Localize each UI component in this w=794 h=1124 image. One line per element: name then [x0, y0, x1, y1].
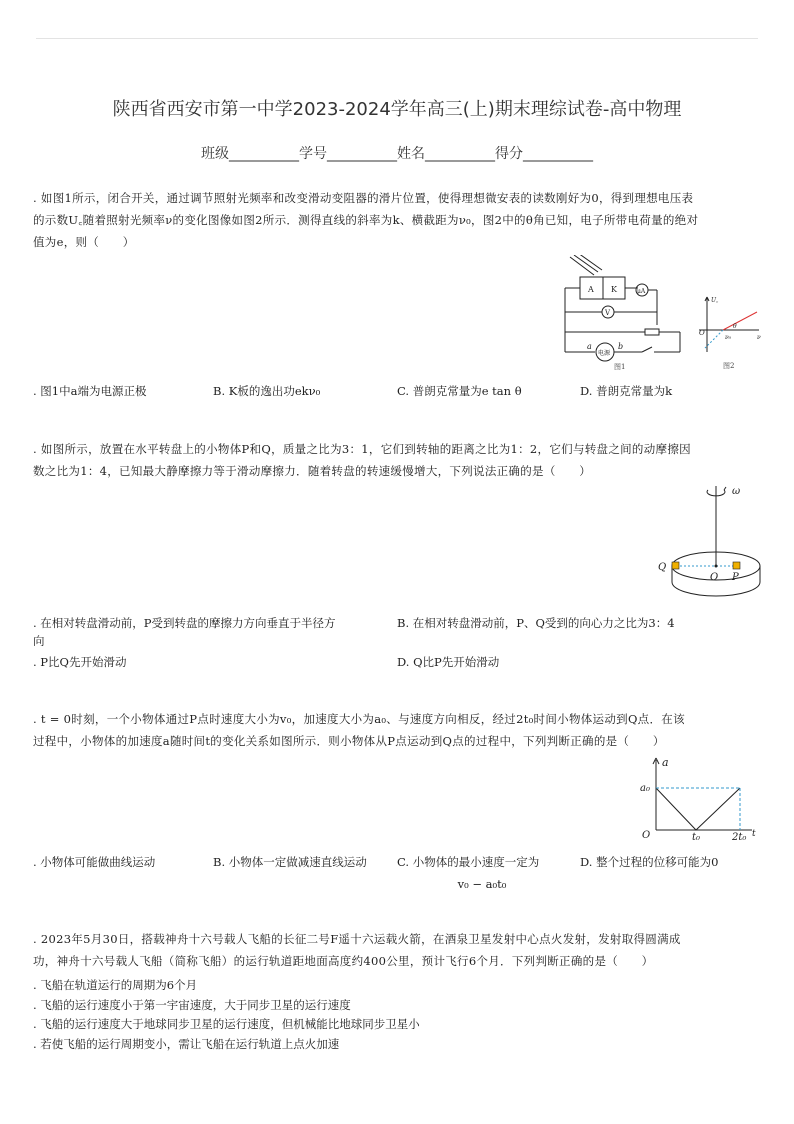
question-2-line-2: 数之比为1：4，已知最大静摩擦力等于滑动摩擦力．随着转盘的转速缓慢增大，下列说法正确的是（ ）: [33, 464, 592, 478]
q1-option-c[interactable]: C. 普朗克常量为e tan θ: [397, 384, 522, 398]
id-blank[interactable]: __________: [327, 146, 397, 162]
q4-options: [33, 976, 420, 1054]
class-label: 班级: [201, 146, 229, 162]
question-1-line-1: . 如图1所示，闭合开关，通过调节照射光频率和改变滑动变阻器的滑片位置，使得理想微安表的读数刚好为0，得到理想电压表: [33, 191, 694, 205]
acceleration-time-graph: [636, 754, 760, 842]
q2-option-d[interactable]: D. Q比P先开始滑动: [397, 655, 500, 669]
fig2-origin: O: [699, 329, 705, 337]
fig1-microammeter: μA: [637, 288, 646, 295]
id-label: 学号: [299, 146, 327, 162]
score-blank[interactable]: __________: [523, 146, 593, 162]
fig2-caption: 图2: [723, 362, 735, 370]
q2-option-a-line-1: . 在相对转盘滑动前，P受到转盘的摩擦力方向垂直于半径方: [33, 616, 336, 630]
fig1-caption: 图1: [614, 363, 626, 371]
graph-figure-2: [695, 292, 765, 372]
turntable-o-label: O: [710, 572, 719, 583]
q2-option-c[interactable]: . P比Q先开始滑动: [33, 655, 127, 669]
graph-x-axis-label: t: [752, 829, 756, 839]
question-1-line-3: 值为e，则（ ）: [33, 235, 135, 249]
q1-option-b[interactable]: B. K板的逸出功ekν₀: [213, 384, 321, 398]
question-3-line-1: . t = 0时刻，一个小物体通过P点时速度大小为v₀，加速度大小为a₀、与速度方向相反，经过2t₀时间小物体运动到Q点．在该: [33, 712, 685, 726]
q2-option-a[interactable]: [33, 614, 336, 650]
graph-origin-label: O: [642, 830, 651, 841]
question-2-line-1: . 如图所示，放置在水平转盘上的小物体P和Q，质量之比为3：1，它们到转轴的距离之比为1：2，它们与转盘之间的动摩擦因: [33, 442, 691, 456]
turntable-q-label: Q: [658, 562, 667, 573]
graph-2t0-label: 2t₀: [732, 832, 747, 842]
q3-option-c[interactable]: [397, 853, 567, 893]
question-1: [33, 187, 759, 253]
q3-option-d[interactable]: D. 整个过程的位移可能为0: [580, 855, 719, 869]
page-title: 陕西省西安市第一中学2023-2024学年高三(上)期末理综试卷-高中物理: [112, 99, 682, 120]
header-rule: [36, 38, 758, 39]
fig2-y-axis-label: U꜀: [711, 297, 719, 304]
turntable-figure: [652, 482, 764, 604]
q3-option-a[interactable]: . 小物体可能做曲线运动: [33, 855, 156, 869]
graph-y-axis-label: a: [662, 756, 669, 769]
q4-option-b[interactable]: . 飞船的运行速度小于第一宇宙速度，大于同步卫星的运行速度: [33, 997, 351, 1012]
question-3-line-2: 过程中，小物体的加速度a随时间t的变化关系如图所示．则小物体从P点运动到Q点的过程中，下列判断正确的是（ ）: [33, 734, 665, 748]
name-label: 姓名: [397, 146, 425, 162]
fig1-plate-k: K: [611, 285, 617, 294]
fig2-theta: θ: [733, 323, 737, 330]
score-label: 得分: [495, 146, 523, 162]
fig1-terminal-b: b: [618, 342, 624, 351]
student-info-line: [0, 143, 794, 163]
q2-option-a-line-2: 向: [33, 634, 45, 648]
fig2-x-axis-label: ν: [757, 334, 761, 341]
graph-a0-label: a₀: [640, 783, 650, 794]
q1-option-d[interactable]: D. 普朗克常量为k: [580, 384, 673, 398]
turntable-p-label: P: [732, 572, 739, 583]
fig2-v0: ν₀: [725, 334, 732, 341]
q1-option-a[interactable]: . 图1中a端为电源正极: [33, 384, 147, 398]
question-4-line-2: 功，神舟十六号载人飞船（简称飞船）的运行轨道距地面高度约400公里，预计飞行6个月．下列判断正确的是（ ）: [33, 954, 654, 968]
question-3: [33, 708, 759, 752]
question-1-line-2: 的示数U꜀随着照射光频率ν的变化图像如图2所示．测得直线的斜率为k、横截距为ν₀，图2中的θ角已知，电子所带电荷量的绝对: [33, 213, 699, 227]
class-blank[interactable]: __________: [229, 146, 299, 162]
circuit-figure-1: [560, 255, 685, 373]
name-blank[interactable]: __________: [425, 146, 495, 162]
q4-option-c[interactable]: . 飞船的运行速度大于地球同步卫星的运行速度，但机械能比地球同步卫星小: [33, 1017, 420, 1031]
fig1-power-source: 电源: [598, 350, 611, 357]
fig1-plate-a: A: [588, 285, 594, 294]
q3-option-c-line-1: C. 小物体的最小速度一定为: [397, 855, 540, 869]
turntable-omega: ω: [732, 486, 741, 497]
question-4-line-1: . 2023年5月30日，搭载神舟十六号载人飞船的长征二号F遥十六运载火箭，在酒泉卫星发射中心点火发射，发射取得圆满成: [33, 932, 681, 946]
q3-option-c-line-2: v₀ − a₀t₀: [457, 877, 507, 891]
q2-option-b[interactable]: B. 在相对转盘滑动前，P、Q受到的向心力之比为3：4: [397, 616, 675, 630]
question-4: [33, 928, 759, 972]
graph-t0-label: t₀: [692, 832, 701, 842]
fig1-terminal-a: a: [587, 342, 592, 351]
q4-option-a[interactable]: . 飞船在轨道运行的周期为6个月: [33, 978, 198, 992]
question-2: [33, 438, 759, 482]
q4-option-d[interactable]: . 若使飞船的运行周期变小，需让飞船在运行轨道上点火加速: [33, 1036, 340, 1051]
q3-option-b[interactable]: B. 小物体一定做减速直线运动: [213, 855, 367, 869]
fig1-voltmeter: V: [605, 309, 611, 317]
